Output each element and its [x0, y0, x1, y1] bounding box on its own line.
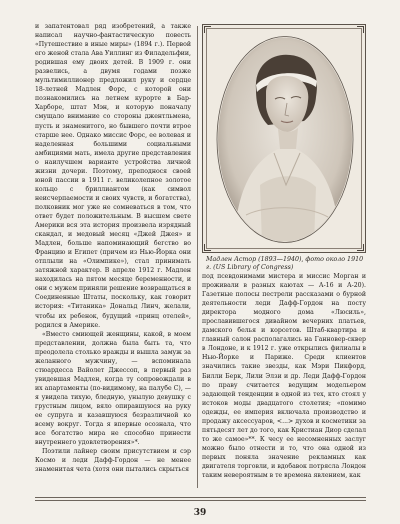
column-divider [197, 26, 198, 488]
page-number: 39 [193, 508, 207, 518]
paragraph: «Вместо смиющей женщины, какой, в моем представлении, должна была быть та, что преодолела столько вражды и вышла замуж за желанного мужчину, — вспоминала стюардесса Вайолет Джессоп, в первый раз увидевшая Мадлен, когда ту сопровождали в их апартаменты (по-видимому, на палубе С), — я увидела тихую, бледную, унылую девушку с грустным лицом, вяло опиравшуюся на руку ее супруга и казавшуюся безразличной ко всему вокруг. Тогда я впервые осознала, что все богатство мира не способно принести внутреннего удовлетворения»*. [35, 330, 191, 447]
footer-rule-top [35, 497, 366, 498]
frame-corner-ornament [204, 26, 211, 33]
paragraph: под псевдонимами мистера и миссис Морган и проживали в разных каютах — А-16 и А-20). Газетные полосы пестрели рассказами о бурной деятельности леди Дафф-Гордон на посту директора модного дома «Люсиль», прославившегося дивайном вечерних платьев, дамского белья и корсетов. Штаб-квартира и главный салон располагались на Ганновер-сквер в Лондоне, и к 1912 г. уже открылись филиалы в Нью-Йорке и Париже. Среди клиентов значились такие звезды, как Мэри Пикфорд, Билли Берк, Лили Элзи и др. Леди Дафф-Гордон по праву считается ведущим модельером задающей тенденции в одной из тех, кто стоял у истоков моды двадцатого столетия; «помимо одежды, ее империя включала производство и продажу аксессуаров, <...> духов и косметики за пятьдесят лет до того, как Кристиан Диор сделал то же самое»**. К чесу ее несомненных заслуг можно было отнести и то, что она одной из первых поняла значение рекламных как двигателя торговли, и вдобавок потрясла Лондон таким невероятным в те времена явлением, как [202, 273, 366, 480]
footer-rule-bottom [35, 500, 366, 501]
woman-portrait-photo [216, 35, 354, 244]
left-text-column [35, 22, 191, 474]
photo-frame [202, 24, 366, 253]
photo-caption: Мадлен Астор (1893—1940), фото около 1910 г. (US Library of Congress) [206, 256, 364, 272]
right-text-column [202, 272, 366, 480]
frame-corner-ornament [357, 244, 364, 251]
paragraph: Поэтили лайнер своим присутствием и сэр Космо и леди Дафф-Гордон — не менее знаменитая чета (хотя они пытались скрыться [35, 448, 191, 474]
paragraph: и запатентовал ряд изобретений, а также написал научно-фантастическую повесть «Путешествие в иные миры» (1894 г.). Первой его женой стала Ава Уиллинг из Филадельфии, родившая ему двоих детей. В 1909 г. они развелись, а двумя годами позже мультимиллионер предложил руку и сердце 18-летней Мадлен Форс, с которой они познакомились на летнем курорте в Бар-Харборе, штат Мэн, и которую поначалу смущало внимание со стороны джентльмена, пусть и знаменитого, но бывшего почти втрое старше нее. Однако миссис Форс, ее волевая и наделенная большими социальными амбициями мать, имела другие представления о наилучшем варианте устройства личной жизни дочери. Поэтому, преподнося своей юной пассии в 1911 г. великолепное золотое кольцо с бриллиантом (как символ неисчерпаемости и своих чувств, и богатства), полковник мог уже не сомневаться в том, что ответ будет положительным. В высшем свете Америки вся эта история произвела изрядный скандал, и медовый месяц «Джей Джея» и Мадлен, больше напоминающий бегство во Францию и Египет (причем из Нью-Йорка они отплыли на «Олимпике»), стал принимать затяжной характер. В апреле 1912 г. Мадлен находилась на пятом месяце беременности, и они с мужем приняли решение возвращаться в Соединенные Штаты, поскольку, как говорит история: «Титаника» Дональд Линч, желали, чтобы их ребенок, будущий «принц отелей», родился в Америке. [35, 23, 191, 329]
frame-corner-ornament [357, 26, 364, 33]
frame-corner-ornament [204, 244, 211, 251]
